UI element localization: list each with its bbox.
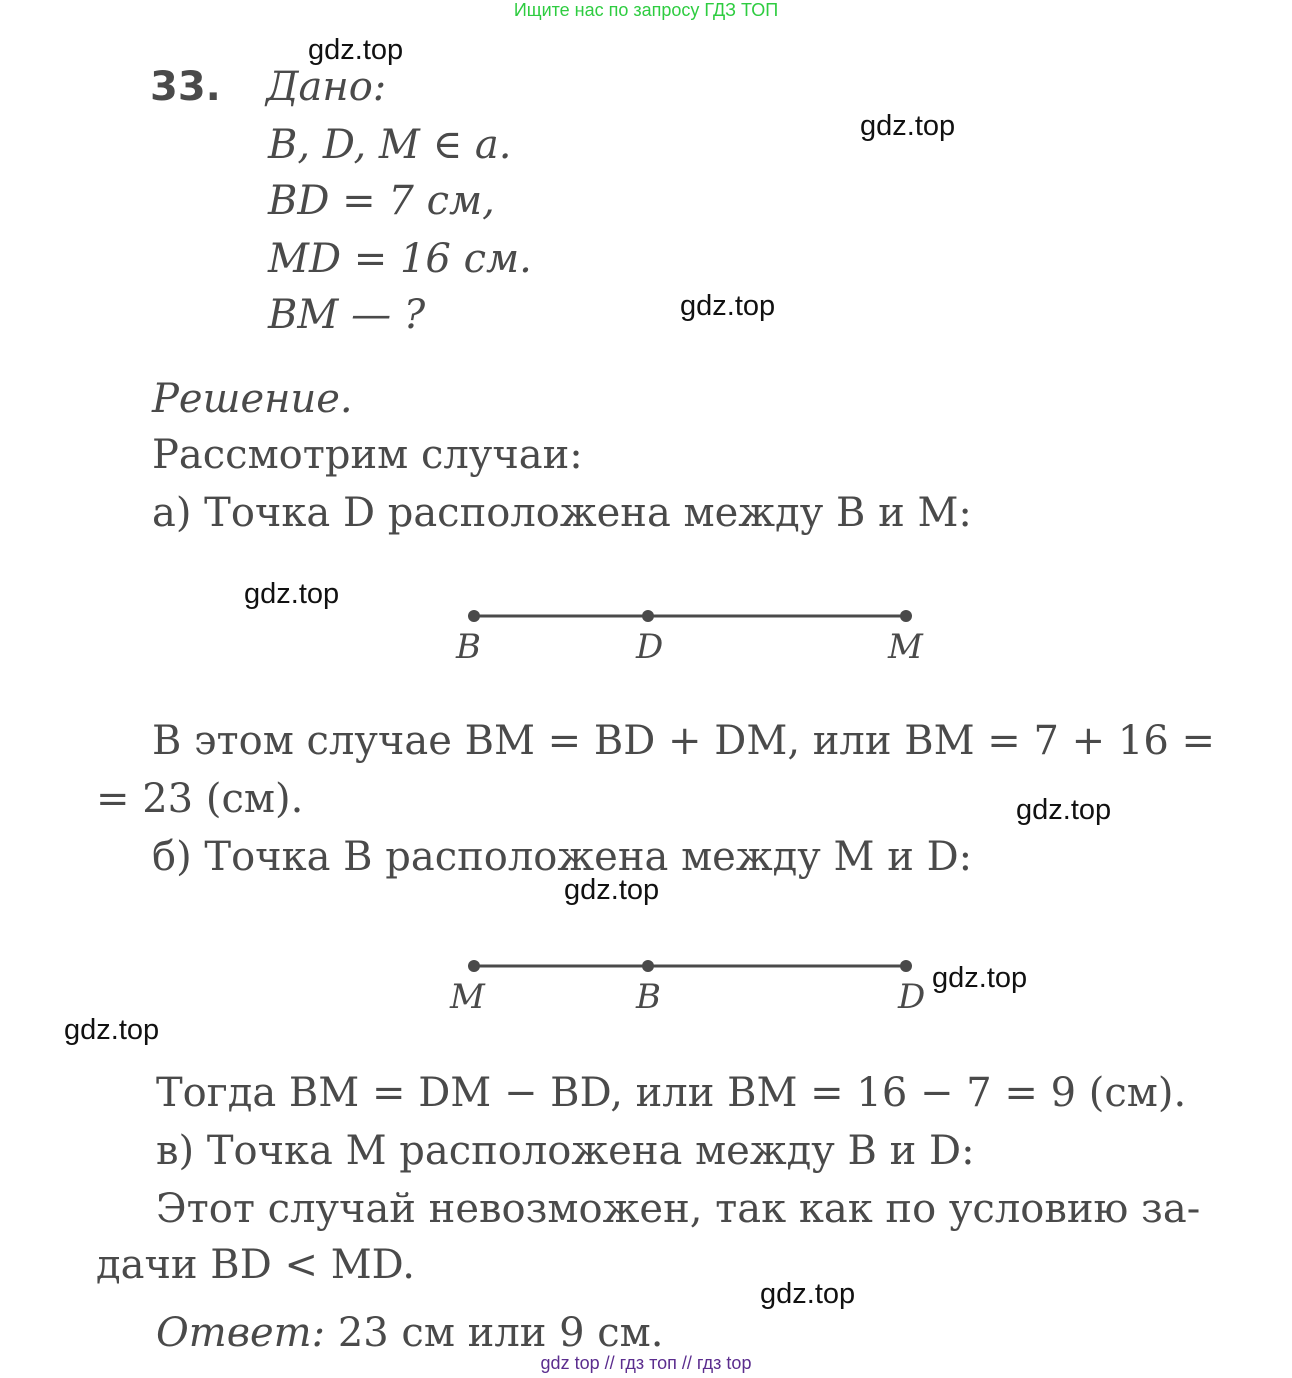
point-label: D	[636, 627, 664, 667]
watermark: gdz.top	[308, 34, 404, 66]
watermark: gdz.top	[860, 110, 956, 142]
solution-intro: Рассмотрим случаи:	[152, 432, 583, 478]
point-marker	[642, 960, 654, 972]
point-marker	[468, 610, 480, 622]
solution-label: Решение.	[152, 376, 353, 422]
answer	[156, 1310, 664, 1356]
point-marker	[642, 610, 654, 622]
diagram-a	[440, 596, 960, 670]
answer-value: 23 см или 9 см.	[337, 1310, 664, 1356]
case-a-heading: а) Точка D расположена между B и M:	[152, 490, 972, 536]
point-label: B	[636, 977, 661, 1017]
point-marker	[900, 610, 912, 622]
watermark: gdz.top	[564, 874, 660, 906]
point-label: M	[888, 627, 923, 667]
given-line: BM — ?	[268, 292, 426, 338]
footer-links: gdz top // гдз топ // гдз top	[540, 1353, 752, 1373]
point-marker	[468, 960, 480, 972]
case-c-result: дачи BD < MD.	[96, 1242, 416, 1288]
problem-number: 33.	[150, 64, 221, 110]
watermark: gdz.top	[680, 290, 776, 322]
case-b-result: Тогда BM = DM − BD, или BM = 16 − 7 = 9 (см).	[156, 1070, 1187, 1116]
given-line: MD = 16 см.	[268, 236, 532, 282]
point-label: M	[450, 977, 485, 1017]
watermark: gdz.top	[1016, 794, 1112, 826]
point-label: D	[898, 977, 926, 1017]
point-marker	[900, 960, 912, 972]
watermark: gdz.top	[760, 1278, 856, 1310]
case-c-result: Этот случай невозможен, так как по условию за-	[156, 1186, 1201, 1232]
watermark: gdz.top	[64, 1014, 160, 1046]
given-line: BD = 7 см,	[268, 178, 495, 224]
diagram-b	[440, 946, 960, 1020]
given-line: B, D, M ∈ a.	[268, 122, 512, 168]
case-c-heading: в) Точка M расположена между B и D:	[156, 1128, 975, 1174]
watermark: gdz.top	[932, 962, 1028, 994]
given-label: Дано:	[266, 64, 387, 110]
answer-label: Ответ:	[156, 1310, 326, 1356]
top-banner: Ищите нас по запросу ГДЗ ТОП	[513, 0, 779, 20]
watermark: gdz.top	[244, 578, 340, 610]
case-b-heading: б) Точка B расположена между M и D:	[152, 834, 973, 880]
point-label: B	[456, 627, 481, 667]
case-a-result: = 23 (см).	[96, 776, 304, 822]
case-a-result: В этом случае BM = BD + DM, или BM = 7 + 16 =	[152, 718, 1216, 764]
